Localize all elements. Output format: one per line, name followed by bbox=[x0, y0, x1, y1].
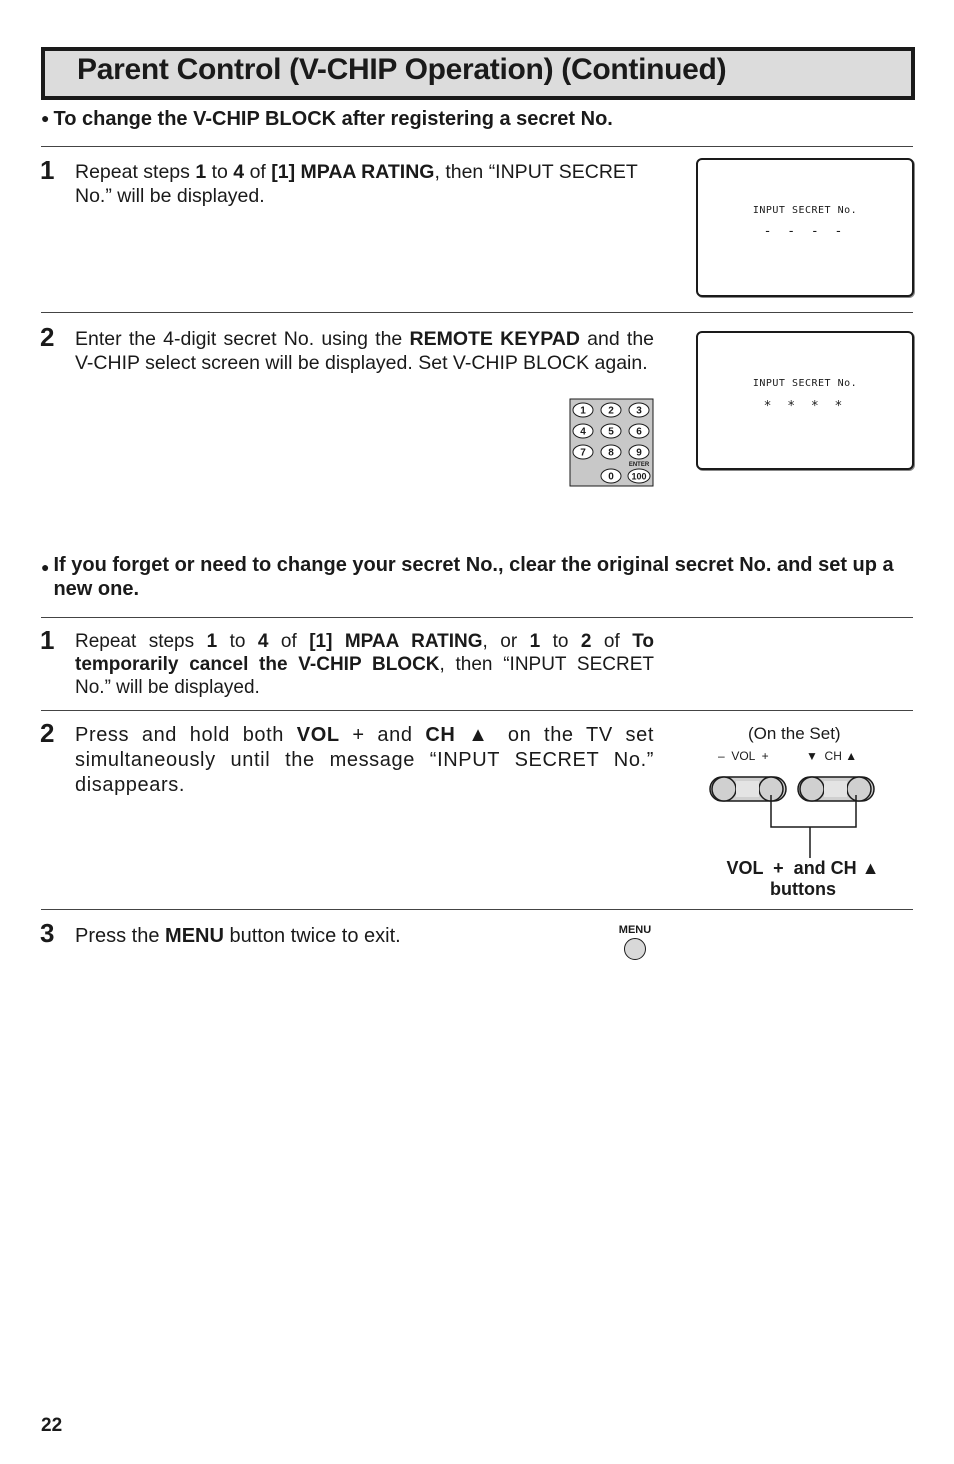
bullet-icon: ● bbox=[41, 110, 50, 126]
text-run: to bbox=[217, 631, 258, 652]
step-number: 3 bbox=[40, 918, 55, 948]
menu-button-label: MENU bbox=[618, 924, 652, 936]
keypad-key: 1 bbox=[580, 405, 586, 417]
text-bold: CH ▲ bbox=[425, 724, 496, 746]
tv-screen-illustration bbox=[696, 331, 914, 470]
text-bold: 2 bbox=[580, 631, 592, 652]
step-text bbox=[75, 630, 654, 699]
screen-value: * * * * bbox=[763, 399, 847, 414]
ch-down-button bbox=[800, 777, 824, 801]
step-text bbox=[75, 924, 555, 948]
vol-minus-button bbox=[712, 777, 736, 801]
divider bbox=[41, 710, 913, 711]
step-number: 2 bbox=[40, 718, 55, 748]
divider bbox=[41, 312, 913, 313]
text-bold: REMOTE KEYPAD bbox=[409, 328, 580, 350]
text-run: of bbox=[244, 161, 272, 183]
keypad-key: 4 bbox=[580, 426, 586, 438]
text-run: to bbox=[206, 161, 234, 183]
screen-value: - - - - bbox=[763, 224, 847, 239]
step-text bbox=[75, 327, 654, 375]
screen-label: INPUT SECRET No. bbox=[752, 205, 858, 216]
text-run: button twice to exit. bbox=[223, 925, 401, 947]
keypad-key: 6 bbox=[636, 426, 642, 438]
keypad-key: 3 bbox=[636, 405, 642, 417]
divider bbox=[41, 617, 913, 618]
text-run: Press and hold both bbox=[75, 724, 297, 746]
text-run: and the V-CHIP select screen will be displayed. Set V-CHIP BLOCK again. bbox=[75, 328, 655, 374]
text-run: to bbox=[540, 631, 581, 652]
set-buttons-diagram bbox=[705, 770, 880, 860]
section-heading-text: To change the V-CHIP BLOCK after registering a secret No. bbox=[53, 108, 613, 130]
vol-label: – VOL + bbox=[718, 749, 769, 763]
text-bold: 4 bbox=[257, 631, 269, 652]
section-heading-text: If you forget or need to change your secret No., clear the original secret No. and set up a new one. bbox=[53, 554, 894, 600]
text-bold: MENU bbox=[165, 925, 224, 947]
text-run: + and bbox=[339, 724, 426, 746]
text-run: Press the bbox=[75, 925, 166, 947]
text-bold: To temporarily cancel the V-CHIP BLOCK bbox=[75, 631, 655, 675]
keypad-key: 8 bbox=[608, 447, 614, 459]
keypad-key: 5 bbox=[608, 426, 614, 438]
ch-up-button bbox=[847, 777, 871, 801]
text-bold: 1 bbox=[529, 631, 541, 652]
divider bbox=[41, 909, 913, 910]
page-number: 22 bbox=[41, 1415, 63, 1436]
step-number: 2 bbox=[40, 322, 55, 352]
text-run: , then “INPUT SECRET No.” will be displayed. bbox=[75, 654, 654, 698]
step-number: 1 bbox=[40, 155, 55, 185]
keypad-enter-label: ENTER bbox=[628, 462, 650, 468]
keypad-key: 2 bbox=[608, 405, 614, 417]
menu-button-illustration bbox=[612, 924, 658, 960]
text-bold: 1 bbox=[195, 161, 207, 183]
set-buttons-caption bbox=[705, 858, 901, 900]
caption-line: buttons bbox=[770, 879, 836, 899]
step-text bbox=[75, 160, 655, 208]
text-run: , or bbox=[482, 631, 530, 652]
screen-label: INPUT SECRET No. bbox=[752, 378, 858, 389]
section-heading-forget-secret bbox=[41, 553, 916, 601]
text-bold: 1 bbox=[206, 631, 218, 652]
text-run: of bbox=[268, 631, 310, 652]
divider bbox=[41, 146, 913, 147]
step-number: 1 bbox=[40, 625, 55, 655]
text-run: Repeat steps bbox=[75, 161, 196, 183]
text-bold: [1] MPAA RATING bbox=[271, 161, 435, 183]
text-run: Enter the 4-digit secret No. using the bbox=[75, 328, 410, 350]
step-text bbox=[75, 723, 654, 798]
bullet-icon: ● bbox=[41, 559, 50, 575]
section-heading-change-block bbox=[41, 107, 921, 132]
text-bold: VOL bbox=[296, 724, 340, 746]
caption-line: VOL + and CH ▲ bbox=[726, 858, 880, 878]
page-title: Parent Control (V-CHIP Operation) (Continued) bbox=[77, 53, 727, 86]
text-run: , then “INPUT SECRET No.” will be displayed. bbox=[75, 161, 638, 207]
title-banner bbox=[41, 47, 915, 100]
text-run: of bbox=[591, 631, 633, 652]
text-bold: 4 bbox=[233, 161, 245, 183]
text-bold: [1] MPAA RATING bbox=[309, 631, 483, 652]
keypad-key: 100 bbox=[631, 471, 647, 482]
keypad-key: 0 bbox=[608, 471, 614, 483]
tv-screen-illustration bbox=[696, 158, 914, 297]
keypad-key: 9 bbox=[636, 447, 642, 459]
remote-keypad-icon bbox=[569, 398, 655, 488]
ch-label: ▼ CH ▲ bbox=[806, 749, 858, 763]
menu-button-icon bbox=[624, 938, 646, 960]
text-run: Repeat steps bbox=[75, 631, 207, 652]
keypad-key: 7 bbox=[580, 447, 586, 459]
on-the-set-label: (On the Set) bbox=[748, 724, 841, 743]
text-run: on the TV set simultaneously until the message “INPUT SECRET No.” disappears. bbox=[75, 724, 654, 796]
